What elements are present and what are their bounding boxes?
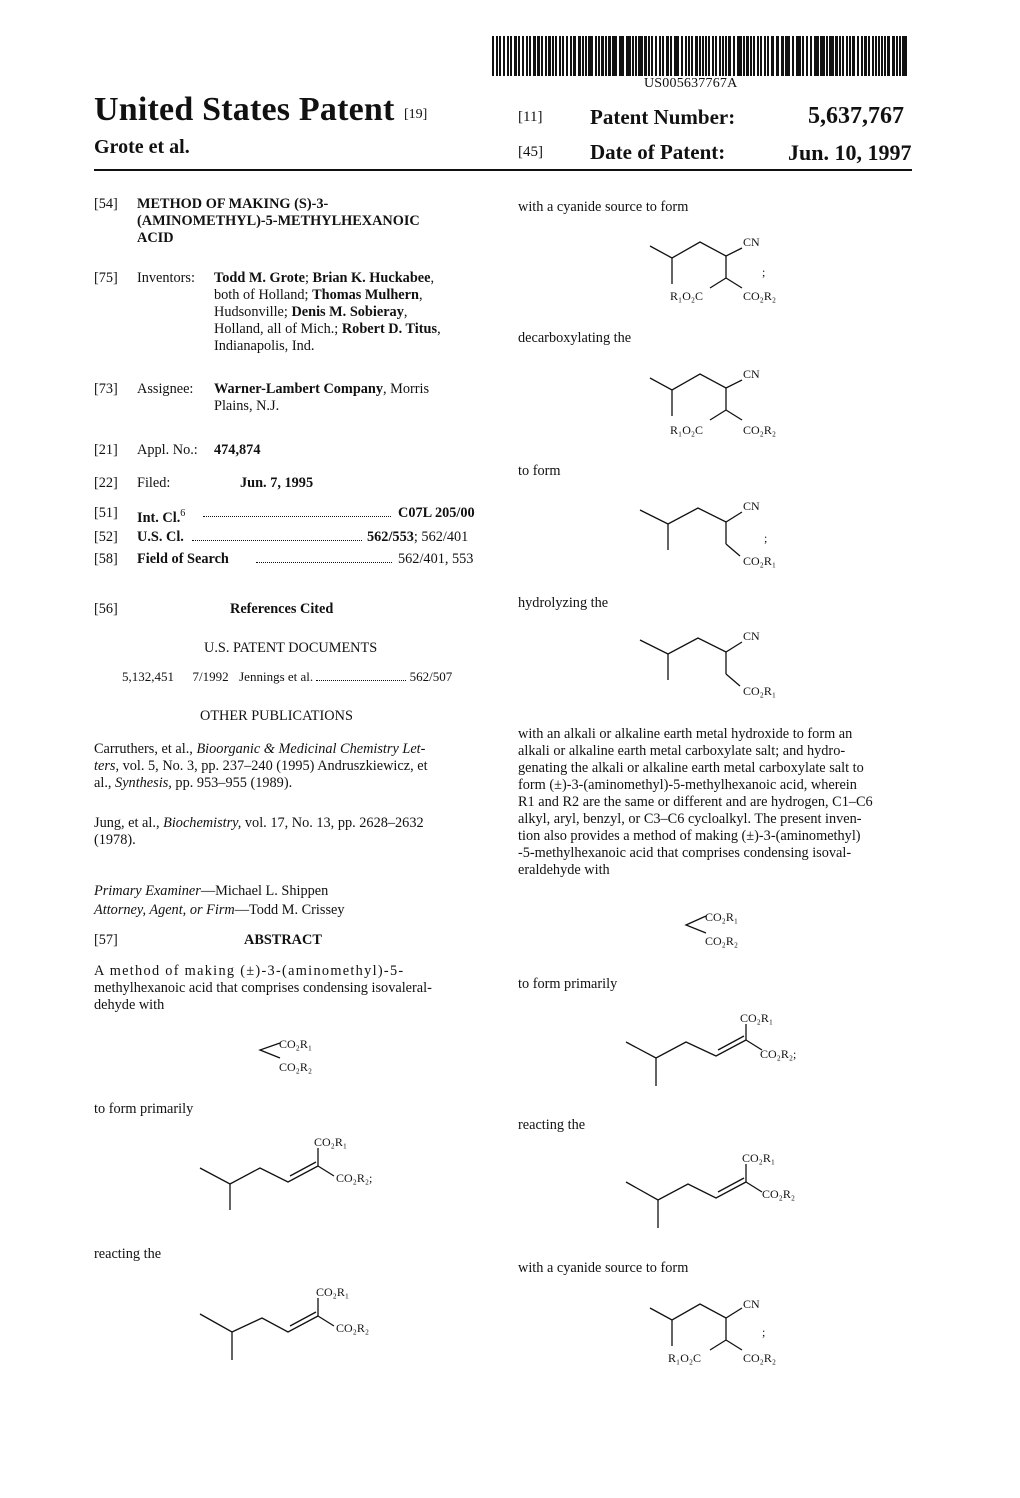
barcode-bar bbox=[746, 36, 749, 76]
label-co2r2: CO₂R₂ bbox=[762, 1187, 796, 1201]
barcode-bar bbox=[529, 36, 531, 76]
date-code: [45] bbox=[518, 144, 543, 160]
paragraph-line: R1 and R2 are the same or different and are hydrogen, C1–C6 bbox=[518, 794, 873, 810]
barcode-bar bbox=[896, 36, 898, 76]
decarboxylating-text: decarboxylating the bbox=[518, 330, 632, 346]
separator: , bbox=[403, 304, 408, 320]
barcode-bar bbox=[582, 36, 584, 76]
paragraph-line: alkyl, aryl, benzyl, or C3–C6 cycloalkyl. The present inven- bbox=[518, 811, 862, 827]
examiner-name: —Michael L. Shippen bbox=[200, 883, 329, 899]
abstract-intro bbox=[94, 963, 486, 1014]
pub-text: Jung, et al., bbox=[94, 815, 164, 831]
barcode-bar bbox=[725, 36, 727, 76]
us-cl-label: U.S. Cl. bbox=[137, 529, 184, 545]
barcode-bar bbox=[884, 36, 886, 76]
barcode-bar bbox=[503, 36, 505, 76]
barcode-bar bbox=[861, 36, 863, 76]
paragraph-line: form (±)-3-(aminomethyl)-5-methylhexanoic acid, wherein bbox=[518, 777, 857, 793]
cyanide-text: with a cyanide source to form bbox=[518, 199, 689, 215]
barcode-bar bbox=[760, 36, 762, 76]
label-co2r2: CO₂R₂; bbox=[336, 1171, 373, 1185]
barcode-bar bbox=[849, 36, 851, 76]
label-co2r1: CO₂R₁ bbox=[314, 1135, 348, 1149]
barcode-bar bbox=[712, 36, 714, 76]
barcode-bar bbox=[829, 36, 834, 76]
barcode-bar bbox=[875, 36, 877, 76]
to-form-primarily: to form primarily bbox=[518, 976, 618, 992]
cyano-diester-structure bbox=[650, 1296, 820, 1372]
filed-label: Filed: bbox=[137, 475, 171, 491]
barcode-bar bbox=[648, 36, 650, 76]
barcode-bar bbox=[810, 36, 812, 76]
paragraph-line: -5-methylhexanoic acid that comprises condensing isoval- bbox=[518, 845, 852, 861]
patent-number: 5,637,767 bbox=[808, 103, 904, 129]
inventor-name: Denis M. Sobieray bbox=[291, 304, 404, 320]
barcode-bar bbox=[728, 36, 731, 76]
inventor-name: Todd M. Grote bbox=[214, 270, 305, 286]
barcode-bar bbox=[681, 36, 683, 76]
cyano-ester-structure bbox=[640, 630, 800, 702]
label-co2r2: CO₂R₂ bbox=[743, 423, 777, 437]
barcode-bar bbox=[719, 36, 721, 76]
label-co2r1: CO₂R₁ bbox=[279, 1037, 313, 1051]
inventor-location: Indianapolis, Ind. bbox=[214, 338, 315, 354]
semicolon: ; bbox=[762, 265, 766, 279]
barcode-bar bbox=[857, 36, 859, 76]
malonate-structure bbox=[686, 909, 776, 953]
abstract-line: A method of making (±)-3-(aminomethyl)-5- bbox=[94, 963, 405, 979]
publication-2 bbox=[94, 815, 424, 849]
barcode-bar bbox=[792, 36, 794, 76]
barcode-bar bbox=[573, 36, 576, 76]
barcode-bar bbox=[674, 36, 679, 76]
cyanide-text: with a cyanide source to form bbox=[518, 1260, 689, 1276]
us-cl-secondary: ; 562/401 bbox=[413, 529, 469, 545]
barcode-bar bbox=[753, 36, 755, 76]
barcode-bar bbox=[662, 36, 664, 76]
barcode-bar bbox=[892, 36, 895, 76]
semicolon: ; bbox=[764, 531, 768, 545]
barcode-bar bbox=[632, 36, 634, 76]
barcode-bar bbox=[750, 36, 752, 76]
barcode-bar bbox=[737, 36, 742, 76]
alkylidene-structure bbox=[626, 1012, 826, 1092]
pub-journal: Synthesis, bbox=[115, 775, 172, 791]
paragraph-line: genating the alkali or alkaline earth metal carboxylate salt to bbox=[518, 760, 864, 776]
barcode-bar bbox=[541, 36, 543, 76]
barcode-bar bbox=[605, 36, 607, 76]
label-co2r2: CO₂R₂ bbox=[705, 934, 739, 948]
barcode-bar bbox=[537, 36, 540, 76]
barcode-bar bbox=[820, 36, 825, 76]
barcode-bar bbox=[514, 36, 517, 76]
authors-heading: Grote et al. bbox=[94, 136, 190, 158]
to-form-text: to form bbox=[518, 463, 561, 479]
label-co2r2: CO₂R₂ bbox=[336, 1321, 370, 1335]
cyano-diester-structure bbox=[650, 232, 820, 308]
label-cn: CN bbox=[743, 1297, 760, 1311]
inventor-name: Thomas Mulhern bbox=[312, 287, 419, 303]
label-co2r2: CO₂R₂ bbox=[279, 1060, 313, 1074]
assignee-name: Warner-Lambert Company bbox=[214, 381, 384, 397]
label-r1o2c: R₁O₂C bbox=[670, 423, 704, 437]
barcode-bar bbox=[545, 36, 547, 76]
int-cl-text: Int. Cl. bbox=[137, 509, 181, 526]
paragraph-line: alkali or alkaline earth metal carboxylate salt; and hydro- bbox=[518, 743, 846, 759]
barcode-bar bbox=[578, 36, 581, 76]
barcode-bar bbox=[846, 36, 848, 76]
barcode-bar bbox=[722, 36, 724, 76]
barcode-bar bbox=[685, 36, 687, 76]
inventor-location: Hudsonville; bbox=[214, 304, 292, 320]
invention-title-line: ACID bbox=[137, 230, 174, 246]
barcode-bar bbox=[868, 36, 870, 76]
barcode-bar bbox=[881, 36, 883, 76]
label-cn: CN bbox=[743, 235, 760, 249]
barcode-bar bbox=[651, 36, 653, 76]
label-co2r2: CO₂R₂ bbox=[743, 289, 777, 303]
primary-examiner bbox=[94, 883, 328, 900]
appl-no: 474,874 bbox=[214, 442, 261, 458]
barcode-bar bbox=[842, 36, 844, 76]
barcode-bar bbox=[644, 36, 647, 76]
barcode-bar bbox=[595, 36, 597, 76]
patent-number-code: [11] bbox=[518, 109, 543, 125]
barcode-bar bbox=[598, 36, 600, 76]
label-co2r1: CO₂R₁ bbox=[743, 554, 777, 568]
invention-title bbox=[137, 196, 420, 247]
barcode-bar bbox=[619, 36, 624, 76]
barcode-bar bbox=[496, 36, 498, 76]
date-label: Date of Patent: bbox=[590, 140, 726, 164]
reacting-the: reacting the bbox=[94, 1246, 162, 1262]
field-51-code: [51] bbox=[94, 505, 118, 521]
barcode-bar bbox=[635, 36, 637, 76]
barcode-bar bbox=[499, 36, 501, 76]
barcode-bar bbox=[670, 36, 672, 76]
inventor-name: Brian K. Huckabee bbox=[312, 270, 431, 286]
barcode-bar bbox=[705, 36, 707, 76]
separator: , bbox=[418, 287, 423, 303]
assignee bbox=[214, 381, 429, 415]
us-cl-value bbox=[367, 529, 468, 546]
reference-class: 562/507 bbox=[409, 669, 453, 684]
pub-journal: ters, bbox=[94, 758, 120, 774]
field-52-code: [52] bbox=[94, 529, 118, 545]
barcode-bar bbox=[559, 36, 561, 76]
barcode-bar bbox=[708, 36, 710, 76]
references-cited-title: References Cited bbox=[230, 601, 334, 617]
barcode-bar bbox=[659, 36, 661, 76]
field-22-code: [22] bbox=[94, 475, 118, 491]
barcode-bar bbox=[785, 36, 790, 76]
separator: , bbox=[437, 321, 441, 337]
malonate-structure bbox=[258, 1036, 348, 1080]
field-of-search-label: Field of Search bbox=[137, 551, 229, 567]
field-57-code: [57] bbox=[94, 932, 118, 948]
label-co2r1: CO₂R₁ bbox=[742, 1151, 776, 1165]
paragraph-line: tion also provides a method of making (±)-3-(aminomethyl) bbox=[518, 828, 861, 844]
attorney-name: —Todd M. Crissey bbox=[234, 902, 345, 918]
label-r1o2c: R₁O₂C bbox=[670, 289, 704, 303]
barcode-bar bbox=[518, 36, 520, 76]
barcode-bar bbox=[522, 36, 524, 76]
barcode-bar bbox=[715, 36, 717, 76]
barcode-bar bbox=[626, 36, 631, 76]
barcode-bar bbox=[899, 36, 901, 76]
barcode-bar bbox=[566, 36, 568, 76]
field-58-code: [58] bbox=[94, 551, 118, 567]
semicolon: ; bbox=[762, 1325, 766, 1339]
inventors bbox=[214, 270, 441, 355]
label-co2r1: CO₂R₁ bbox=[705, 910, 739, 924]
barcode-bar bbox=[601, 36, 604, 76]
barcode-bar bbox=[562, 36, 564, 76]
examiner-label: Primary Examiner bbox=[94, 883, 201, 899]
int-cl-label bbox=[137, 505, 185, 527]
barcode-bar bbox=[835, 36, 838, 76]
inventor-location: Holland, all of Mich.; bbox=[214, 321, 342, 337]
us-patent-documents-title: U.S. PATENT DOCUMENTS bbox=[204, 640, 378, 656]
barcode-bar bbox=[764, 36, 766, 76]
label-co2r2: CO₂R₂ bbox=[743, 1351, 777, 1365]
barcode-bar bbox=[864, 36, 867, 76]
barcode-bar bbox=[757, 36, 759, 76]
leader-dots bbox=[203, 516, 391, 517]
reference-row bbox=[122, 669, 452, 685]
barcode-bar bbox=[796, 36, 801, 76]
barcode-bar bbox=[702, 36, 704, 76]
pub-text: al., bbox=[94, 775, 116, 791]
pub-text: (1978). bbox=[94, 832, 136, 848]
pub-text: vol. 5, No. 3, pp. 237–240 (1995) Andruszkiewicz, et bbox=[119, 758, 428, 774]
barcode-bar bbox=[776, 36, 779, 76]
label-cn: CN bbox=[743, 367, 760, 381]
label-cn: CN bbox=[743, 629, 760, 643]
inventors-label: Inventors: bbox=[137, 270, 195, 286]
barcode-bar bbox=[806, 36, 808, 76]
barcode-bar bbox=[492, 36, 494, 76]
other-publications-title: OTHER PUBLICATIONS bbox=[200, 708, 353, 724]
attorney bbox=[94, 902, 345, 919]
field-54-code: [54] bbox=[94, 196, 118, 212]
assignee-location: Plains, N.J. bbox=[214, 398, 280, 414]
abstract-paragraph bbox=[518, 726, 912, 879]
alkylidene-structure bbox=[200, 1136, 400, 1216]
barcode-bar bbox=[887, 36, 890, 76]
reacting-the: reacting the bbox=[518, 1117, 586, 1133]
barcode-bar bbox=[655, 36, 657, 76]
alkylidene-structure bbox=[200, 1286, 400, 1366]
label-co2r2: CO₂R₂; bbox=[760, 1047, 797, 1061]
separator: , bbox=[430, 270, 435, 286]
publication-number: US005637767A bbox=[644, 76, 738, 91]
abstract-line: dehyde with bbox=[94, 997, 165, 1013]
alkylidene-structure bbox=[626, 1152, 826, 1232]
pub-journal: Biochemistry, bbox=[163, 815, 242, 831]
barcode-bar bbox=[699, 36, 701, 76]
barcode-bar bbox=[507, 36, 509, 76]
int-cl-value: C07L 205/00 bbox=[398, 505, 475, 521]
publication-1 bbox=[94, 741, 428, 792]
barcode-bar bbox=[608, 36, 611, 76]
label-co2r1: CO₂R₁ bbox=[740, 1011, 774, 1025]
barcode-bar bbox=[771, 36, 774, 76]
reference-number: 5,132,451 bbox=[122, 669, 174, 684]
barcode-bar bbox=[588, 36, 593, 76]
barcode-bar bbox=[743, 36, 745, 76]
field-of-search-value: 562/401, 553 bbox=[398, 551, 474, 567]
barcode-bar bbox=[691, 36, 693, 76]
barcode-bar bbox=[839, 36, 841, 76]
header-rule bbox=[94, 169, 912, 171]
attorney-label: Attorney, Agent, or Firm bbox=[94, 902, 235, 918]
paragraph-line: eraldehyde with bbox=[518, 862, 610, 878]
date-of-patent: Jun. 10, 1997 bbox=[788, 140, 912, 165]
abstract-line: methylhexanoic acid that comprises condensing isovaleral- bbox=[94, 980, 432, 996]
barcode-bar bbox=[802, 36, 804, 76]
title-code: [19] bbox=[404, 107, 428, 122]
reference-name: Jennings et al. bbox=[239, 669, 314, 684]
barcode-bar bbox=[570, 36, 572, 76]
assignee-location: , Morris bbox=[383, 381, 430, 397]
barcode-bar bbox=[814, 36, 819, 76]
paragraph-line: with an alkali or alkaline earth metal hydroxide to form an bbox=[518, 726, 853, 742]
barcode-bar bbox=[767, 36, 769, 76]
barcode-bar bbox=[510, 36, 512, 76]
us-cl-primary: 562/553 bbox=[367, 529, 414, 545]
label-cn: CN bbox=[743, 499, 760, 513]
inventor-name: Robert D. Titus bbox=[341, 321, 438, 337]
assignee-label: Assignee: bbox=[137, 381, 194, 397]
cyano-diester-structure bbox=[650, 366, 820, 442]
barcode-bar bbox=[548, 36, 551, 76]
barcode-bar bbox=[555, 36, 557, 76]
invention-title-line: (AMINOMETHYL)-5-METHYLHEXANOIC bbox=[137, 213, 420, 229]
pub-text: pp. 953–955 (1989). bbox=[171, 775, 293, 791]
patent-title: United States Patent bbox=[94, 91, 395, 128]
patent-number-label: Patent Number: bbox=[590, 105, 736, 129]
barcode-bar bbox=[666, 36, 669, 76]
int-cl-edition: 6 bbox=[180, 508, 186, 519]
leader-dots bbox=[256, 562, 392, 563]
pub-journal: Bioorganic & Medicinal Chemistry Let- bbox=[196, 741, 426, 757]
label-r1o2c: R₁O₂C bbox=[668, 1351, 702, 1365]
barcode-bar bbox=[526, 36, 528, 76]
barcode-bar bbox=[695, 36, 698, 76]
barcode-bar bbox=[552, 36, 554, 76]
reference-date: 7/1992 bbox=[192, 669, 229, 684]
barcode-bar bbox=[638, 36, 643, 76]
hydrolyzing-text: hydrolyzing the bbox=[518, 595, 609, 611]
barcode-bar bbox=[612, 36, 617, 76]
pub-text: vol. 17, No. 13, pp. 2628–2632 bbox=[241, 815, 424, 831]
barcode-bar bbox=[902, 36, 907, 76]
separator: ; bbox=[304, 270, 313, 286]
barcode-bar bbox=[852, 36, 855, 76]
barcode-bar bbox=[533, 36, 536, 76]
appl-no-label: Appl. No.: bbox=[137, 442, 198, 458]
cyano-ester-structure bbox=[640, 498, 800, 570]
leader-dots bbox=[192, 540, 362, 541]
inventor-location: both of Holland; bbox=[214, 287, 313, 303]
barcode-bar bbox=[688, 36, 690, 76]
pub-text: Carruthers, et al., bbox=[94, 741, 197, 757]
barcode-bar bbox=[878, 36, 880, 76]
barcode-bar bbox=[781, 36, 784, 76]
to-form-primarily: to form primarily bbox=[94, 1101, 194, 1117]
field-75-code: [75] bbox=[94, 270, 118, 286]
label-co2r1: CO₂R₁ bbox=[743, 684, 777, 698]
field-56-code: [56] bbox=[94, 601, 118, 617]
barcode-bar bbox=[872, 36, 874, 76]
abstract-title: ABSTRACT bbox=[244, 932, 322, 948]
label-co2r1: CO₂R₁ bbox=[316, 1285, 350, 1299]
field-21-code: [21] bbox=[94, 442, 118, 458]
field-73-code: [73] bbox=[94, 381, 118, 397]
filed-date: Jun. 7, 1995 bbox=[240, 475, 314, 491]
barcode-bar bbox=[733, 36, 735, 76]
barcode-bar bbox=[826, 36, 828, 76]
invention-title-line: METHOD OF MAKING (S)-3- bbox=[137, 196, 329, 212]
barcode-bar bbox=[585, 36, 587, 76]
